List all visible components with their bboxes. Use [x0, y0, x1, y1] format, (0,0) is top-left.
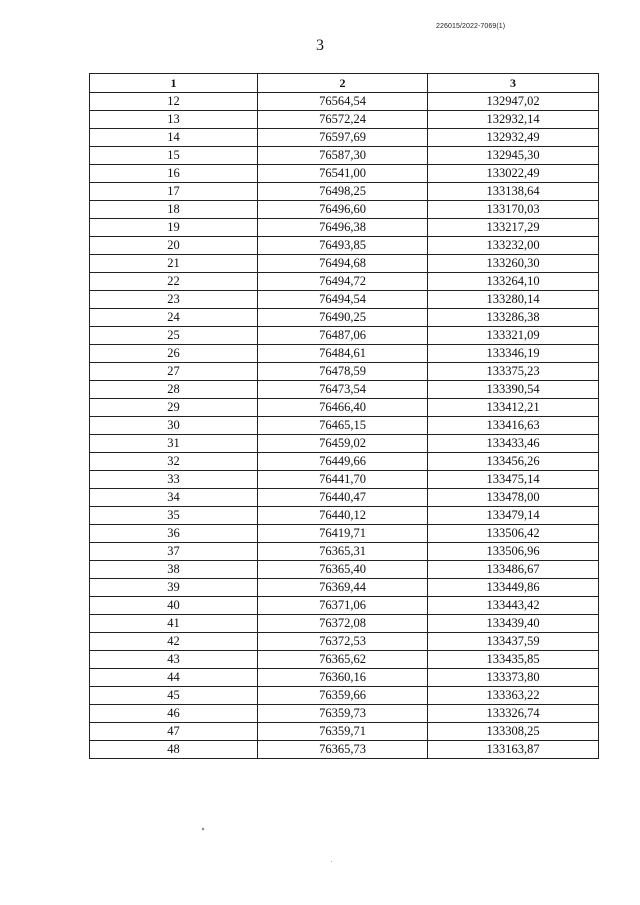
point-number-cell: 33 [90, 471, 258, 489]
table-row [90, 489, 599, 507]
x-coordinate-cell: 76365,31 [258, 543, 428, 561]
x-coordinate-cell: 76541,00 [258, 165, 428, 183]
x-coordinate-cell: 76484,61 [258, 345, 428, 363]
point-number-cell: 25 [90, 327, 258, 345]
y-coordinate-cell: 133435,85 [428, 651, 599, 669]
table-row [90, 561, 599, 579]
table-row [90, 273, 599, 291]
point-number-cell: 43 [90, 651, 258, 669]
table-row [90, 525, 599, 543]
point-number-cell: 47 [90, 723, 258, 741]
table-row [90, 255, 599, 273]
point-number-cell: 27 [90, 363, 258, 381]
x-coordinate-cell: 76360,16 [258, 669, 428, 687]
table-body [90, 93, 599, 759]
x-coordinate-cell: 76493,85 [258, 237, 428, 255]
x-coordinate-cell: 76487,06 [258, 327, 428, 345]
point-number-cell: 18 [90, 201, 258, 219]
point-number-cell: 29 [90, 399, 258, 417]
table-row [90, 381, 599, 399]
x-coordinate-cell: 76365,62 [258, 651, 428, 669]
x-coordinate-cell: 76597,69 [258, 129, 428, 147]
table-row [90, 471, 599, 489]
table-row [90, 93, 599, 111]
x-coordinate-cell: 76371,06 [258, 597, 428, 615]
point-number-cell: 40 [90, 597, 258, 615]
table-row [90, 309, 599, 327]
point-number-cell: 23 [90, 291, 258, 309]
x-coordinate-cell: 76359,66 [258, 687, 428, 705]
table-row [90, 183, 599, 201]
x-coordinate-cell: 76419,71 [258, 525, 428, 543]
y-coordinate-cell: 133506,42 [428, 525, 599, 543]
point-number-cell: 42 [90, 633, 258, 651]
y-coordinate-cell: 133260,30 [428, 255, 599, 273]
table-row [90, 597, 599, 615]
y-coordinate-cell: 133280,14 [428, 291, 599, 309]
x-coordinate-cell: 76440,47 [258, 489, 428, 507]
y-coordinate-cell: 133437,59 [428, 633, 599, 651]
x-coordinate-cell: 76459,02 [258, 435, 428, 453]
y-coordinate-cell: 133346,19 [428, 345, 599, 363]
table-row [90, 579, 599, 597]
y-coordinate-cell: 133456,26 [428, 453, 599, 471]
point-number-cell: 41 [90, 615, 258, 633]
scan-speck [202, 828, 205, 831]
y-coordinate-cell: 132932,49 [428, 129, 599, 147]
table-row [90, 111, 599, 129]
coordinates-table [89, 73, 599, 759]
page-number: 3 [316, 37, 324, 54]
x-coordinate-cell: 76498,25 [258, 183, 428, 201]
table-row [90, 723, 599, 741]
point-number-cell: 37 [90, 543, 258, 561]
x-coordinate-cell: 76496,38 [258, 219, 428, 237]
y-coordinate-cell: 133326,74 [428, 705, 599, 723]
point-number-cell: 14 [90, 129, 258, 147]
point-number-cell: 38 [90, 561, 258, 579]
table-row [90, 219, 599, 237]
x-coordinate-cell: 76441,70 [258, 471, 428, 489]
x-coordinate-cell: 76449,66 [258, 453, 428, 471]
point-number-cell: 13 [90, 111, 258, 129]
point-number-cell: 20 [90, 237, 258, 255]
x-coordinate-cell: 76494,68 [258, 255, 428, 273]
y-coordinate-cell: 133390,54 [428, 381, 599, 399]
point-number-cell: 44 [90, 669, 258, 687]
table-row [90, 399, 599, 417]
table-row [90, 129, 599, 147]
point-number-cell: 34 [90, 489, 258, 507]
point-number-cell: 22 [90, 273, 258, 291]
y-coordinate-cell: 133264,10 [428, 273, 599, 291]
y-coordinate-cell: 133479,14 [428, 507, 599, 525]
y-coordinate-cell: 133170,03 [428, 201, 599, 219]
point-number-cell: 46 [90, 705, 258, 723]
point-number-cell: 12 [90, 93, 258, 111]
x-coordinate-cell: 76372,53 [258, 633, 428, 651]
y-coordinate-cell: 133439,40 [428, 615, 599, 633]
column-header-1: 1 [90, 74, 258, 93]
y-coordinate-cell: 133443,42 [428, 597, 599, 615]
x-coordinate-cell: 76494,54 [258, 291, 428, 309]
y-coordinate-cell: 132932,14 [428, 111, 599, 129]
point-number-cell: 39 [90, 579, 258, 597]
y-coordinate-cell: 133433,46 [428, 435, 599, 453]
point-number-cell: 45 [90, 687, 258, 705]
point-number-cell: 31 [90, 435, 258, 453]
point-number-cell: 32 [90, 453, 258, 471]
table-row [90, 741, 599, 759]
table-row [90, 615, 599, 633]
y-coordinate-cell: 133363,22 [428, 687, 599, 705]
y-coordinate-cell: 133217,29 [428, 219, 599, 237]
table-row [90, 363, 599, 381]
x-coordinate-cell: 76572,24 [258, 111, 428, 129]
y-coordinate-cell: 133232,00 [428, 237, 599, 255]
point-number-cell: 16 [90, 165, 258, 183]
x-coordinate-cell: 76465,15 [258, 417, 428, 435]
table-row [90, 237, 599, 255]
x-coordinate-cell: 76587,30 [258, 147, 428, 165]
x-coordinate-cell: 76496,60 [258, 201, 428, 219]
y-coordinate-cell: 133022,49 [428, 165, 599, 183]
point-number-cell: 15 [90, 147, 258, 165]
table-row [90, 507, 599, 525]
point-number-cell: 35 [90, 507, 258, 525]
table-row [90, 147, 599, 165]
table-row [90, 543, 599, 561]
table-row [90, 345, 599, 363]
point-number-cell: 21 [90, 255, 258, 273]
table-header-row [90, 74, 599, 93]
table-row [90, 651, 599, 669]
point-number-cell: 24 [90, 309, 258, 327]
y-coordinate-cell: 133321,09 [428, 327, 599, 345]
scan-speck [331, 861, 332, 862]
table-row [90, 291, 599, 309]
table-row [90, 705, 599, 723]
x-coordinate-cell: 76440,12 [258, 507, 428, 525]
y-coordinate-cell: 133373,80 [428, 669, 599, 687]
x-coordinate-cell: 76478,59 [258, 363, 428, 381]
table-row [90, 417, 599, 435]
point-number-cell: 48 [90, 741, 258, 759]
point-number-cell: 36 [90, 525, 258, 543]
y-coordinate-cell: 133308,25 [428, 723, 599, 741]
y-coordinate-cell: 133475,14 [428, 471, 599, 489]
y-coordinate-cell: 133163,87 [428, 741, 599, 759]
point-number-cell: 26 [90, 345, 258, 363]
table-row [90, 165, 599, 183]
y-coordinate-cell: 133416,63 [428, 417, 599, 435]
y-coordinate-cell: 133138,64 [428, 183, 599, 201]
x-coordinate-cell: 76369,44 [258, 579, 428, 597]
y-coordinate-cell: 133449,86 [428, 579, 599, 597]
x-coordinate-cell: 76359,73 [258, 705, 428, 723]
document-code: 226015/2022-7069(1) [436, 23, 506, 30]
table-row [90, 687, 599, 705]
x-coordinate-cell: 76365,73 [258, 741, 428, 759]
table-row [90, 453, 599, 471]
y-coordinate-cell: 133506,96 [428, 543, 599, 561]
table-row [90, 327, 599, 345]
point-number-cell: 28 [90, 381, 258, 399]
x-coordinate-cell: 76494,72 [258, 273, 428, 291]
y-coordinate-cell: 133478,00 [428, 489, 599, 507]
table-row [90, 201, 599, 219]
y-coordinate-cell: 132945,30 [428, 147, 599, 165]
point-number-cell: 17 [90, 183, 258, 201]
x-coordinate-cell: 76473,54 [258, 381, 428, 399]
column-header-3: 3 [428, 74, 599, 93]
x-coordinate-cell: 76466,40 [258, 399, 428, 417]
y-coordinate-cell: 133486,67 [428, 561, 599, 579]
y-coordinate-cell: 133286,38 [428, 309, 599, 327]
x-coordinate-cell: 76490,25 [258, 309, 428, 327]
x-coordinate-cell: 76359,71 [258, 723, 428, 741]
x-coordinate-cell: 76365,40 [258, 561, 428, 579]
y-coordinate-cell: 132947,02 [428, 93, 599, 111]
point-number-cell: 19 [90, 219, 258, 237]
point-number-cell: 30 [90, 417, 258, 435]
table-row [90, 669, 599, 687]
x-coordinate-cell: 76372,08 [258, 615, 428, 633]
x-coordinate-cell: 76564,54 [258, 93, 428, 111]
table-row [90, 633, 599, 651]
y-coordinate-cell: 133375,23 [428, 363, 599, 381]
column-header-2: 2 [258, 74, 428, 93]
y-coordinate-cell: 133412,21 [428, 399, 599, 417]
table-row [90, 435, 599, 453]
